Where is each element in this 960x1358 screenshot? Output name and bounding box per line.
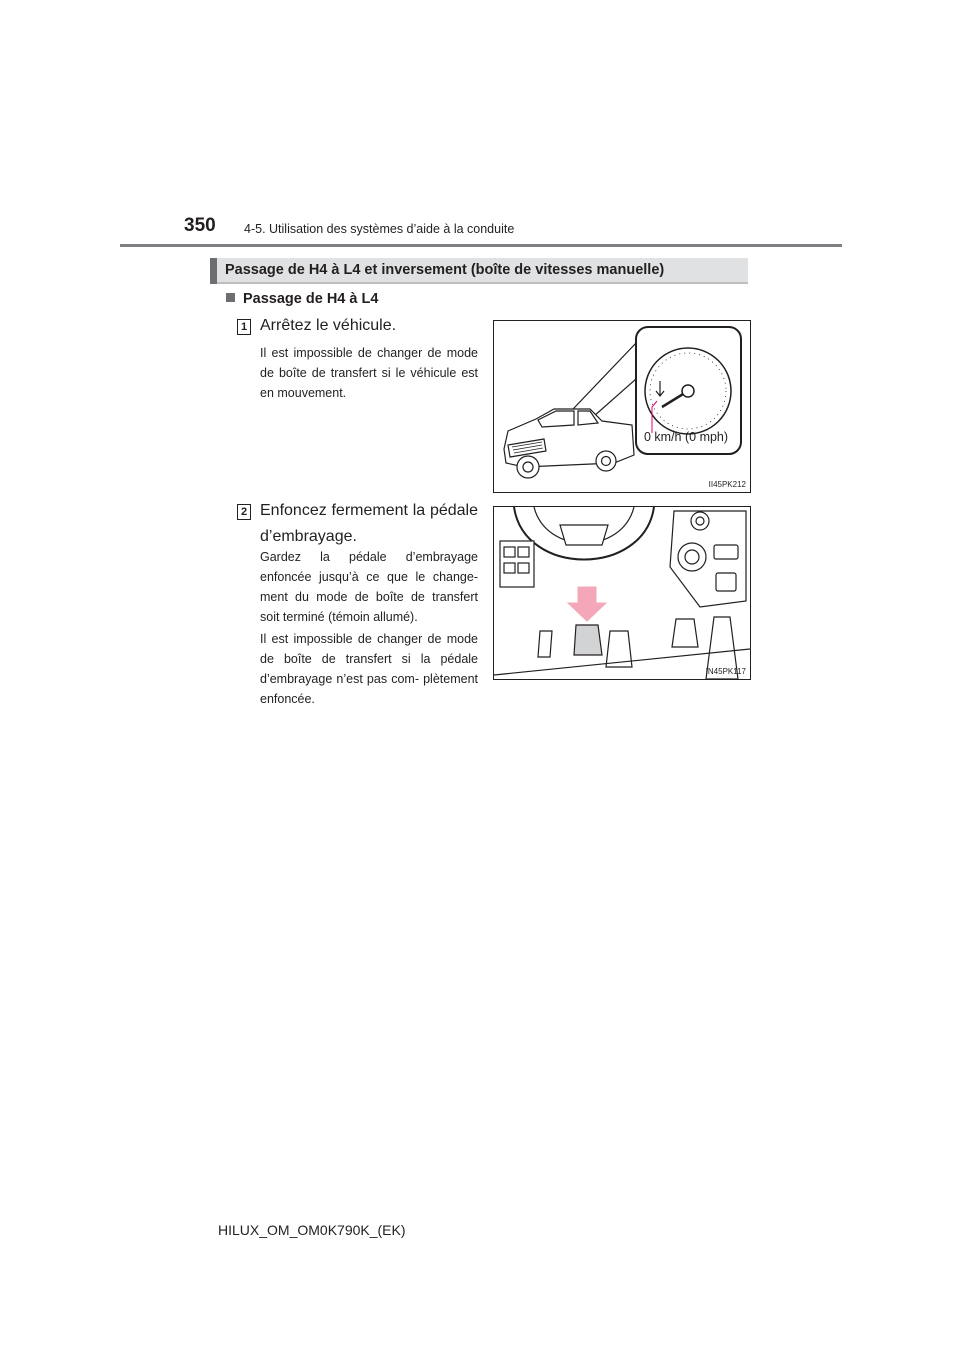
- step-1-note: Il est impossible de changer de mode de boîte de transfert si le véhicule est en mouvement.: [260, 346, 478, 400]
- figure-code: II45PK212: [708, 480, 746, 489]
- subheading: [226, 291, 378, 307]
- page-number: 350: [184, 215, 216, 236]
- clutch-pedal-illustration: [494, 507, 750, 679]
- step-1-title: Arrêtez le véhicule.: [260, 317, 397, 334]
- square-bullet-icon: [226, 293, 235, 302]
- step-2-note-1: Gardez la pédale d’embrayage enfoncée jusqu’à ce que le change- ment du mode de boîte de transfert soit terminé (témoin allumé).: [260, 550, 478, 624]
- subheading-text: Passage de H4 à L4: [243, 291, 379, 307]
- section-title: Passage de H4 à L4 et inversement (boîte de vitesses manuelle): [225, 262, 665, 278]
- speed-callout: 0 km/h (0 mph): [644, 430, 729, 444]
- footer-doc-code: HILUX_OM_OM0K790K_(EK): [218, 1222, 406, 1238]
- header-rule: [120, 244, 842, 247]
- section-marker: [210, 258, 217, 284]
- step-number-1: 1: [237, 319, 251, 335]
- step-2-note-2: Il est impossible de changer de mode de boîte de transfert si la pédale d’embrayage n’est pas com- plètement enfoncée.: [260, 632, 478, 706]
- step-2-title: Enfoncez fermement la pédale d’embrayage.: [260, 502, 478, 545]
- figure-code: IN45PK117: [705, 667, 746, 676]
- figure-clutch-pedal: [493, 506, 751, 680]
- vehicle-speedometer-illustration: [494, 321, 750, 492]
- figure-vehicle-speedometer: [493, 320, 751, 493]
- step-number-2: 2: [237, 504, 251, 520]
- running-header: 4-5. Utilisation des systèmes d’aide à la conduite: [244, 222, 515, 236]
- section-heading-bar: [210, 258, 748, 284]
